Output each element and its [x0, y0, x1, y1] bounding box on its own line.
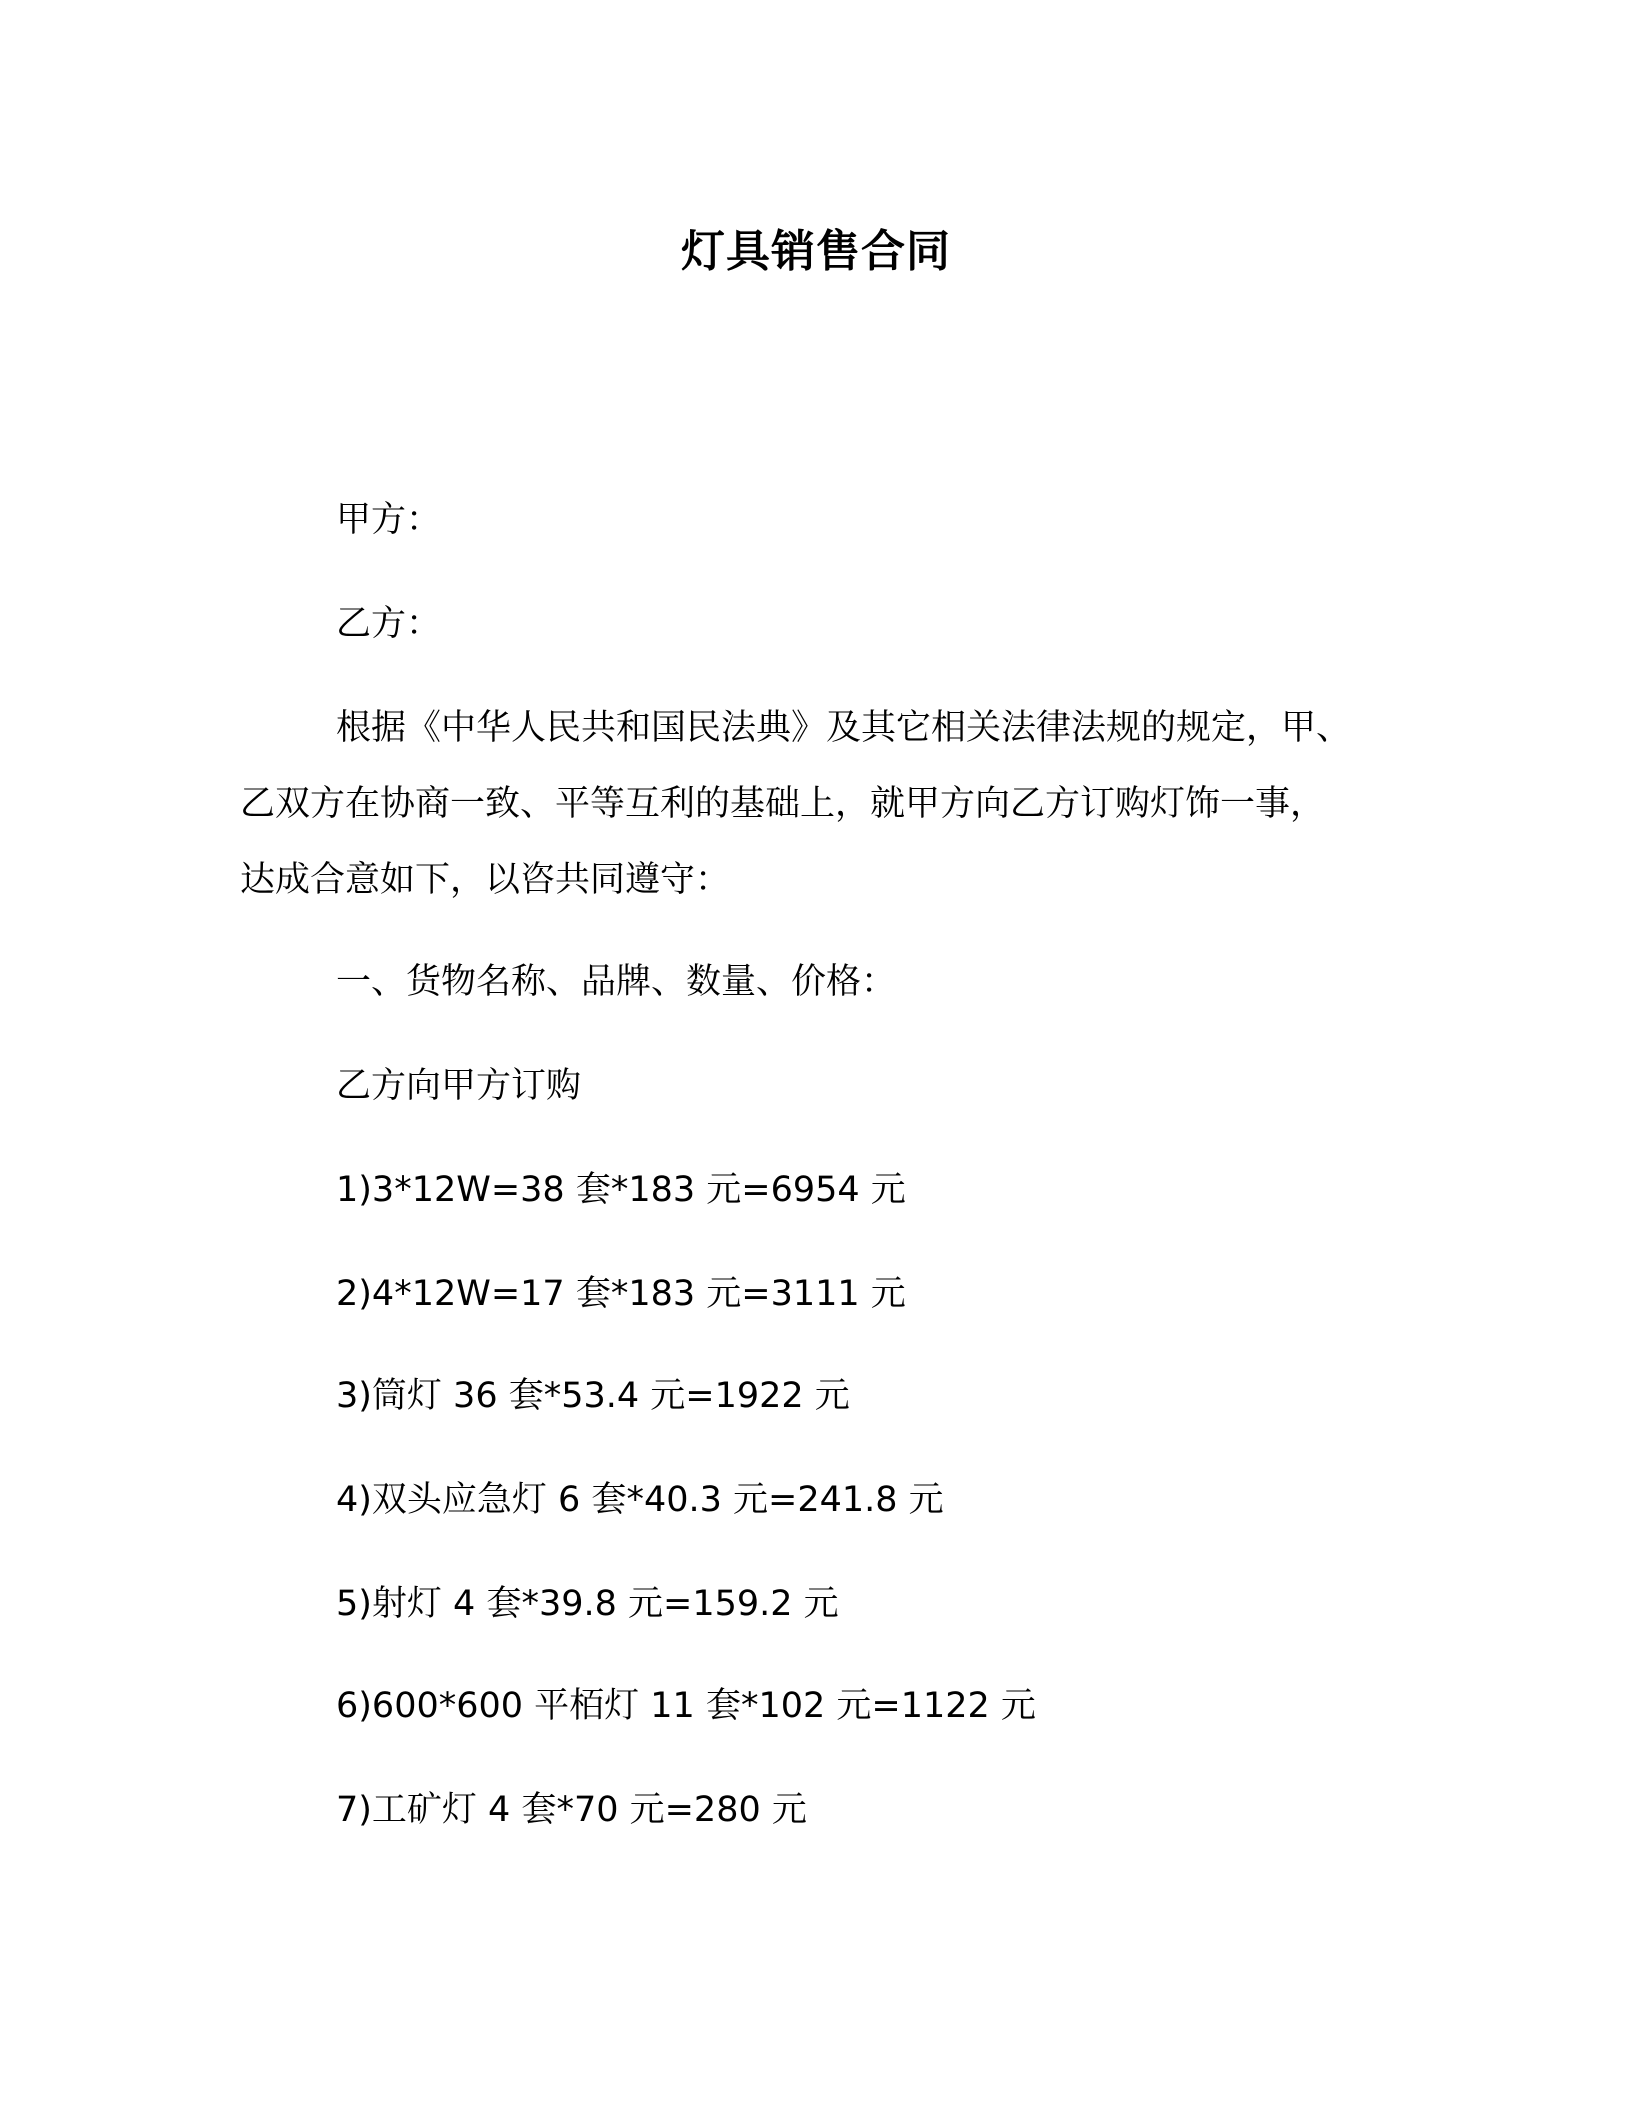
section-1-heading: 一、货物名称、品牌、数量、价格： — [336, 962, 897, 1002]
contract-title: 灯具销售合同 — [681, 226, 951, 277]
list-item: 5)射灯 4 套*39.8 元=159.2 元 — [336, 1584, 839, 1624]
order-intro: 乙方向甲方订购 — [336, 1066, 582, 1106]
intro-line-2: 乙双方在协商一致、平等互利的基础上，就甲方向乙方订购灯饰一事， — [240, 784, 1326, 824]
party-b-label: 乙方： — [336, 604, 442, 644]
party-a-label: 甲方： — [336, 500, 442, 540]
list-item: 7)工矿灯 4 套*70 元=280 元 — [336, 1790, 807, 1830]
list-item: 3)筒灯 36 套*53.4 元=1922 元 — [336, 1376, 850, 1416]
list-item: 2)4*12W=17 套*183 元=3111 元 — [336, 1274, 906, 1314]
intro-line-1: 根据《中华人民共和国民法典》及其它相关法律法规的规定，甲、 — [336, 708, 1352, 748]
list-item: 6)600*600 平栢灯 11 套*102 元=1122 元 — [336, 1686, 1036, 1726]
list-item: 1)3*12W=38 套*183 元=6954 元 — [336, 1170, 906, 1210]
intro-line-3: 达成合意如下，以咨共同遵守： — [240, 860, 731, 900]
list-item: 4)双头应急灯 6 套*40.3 元=241.8 元 — [336, 1480, 944, 1520]
